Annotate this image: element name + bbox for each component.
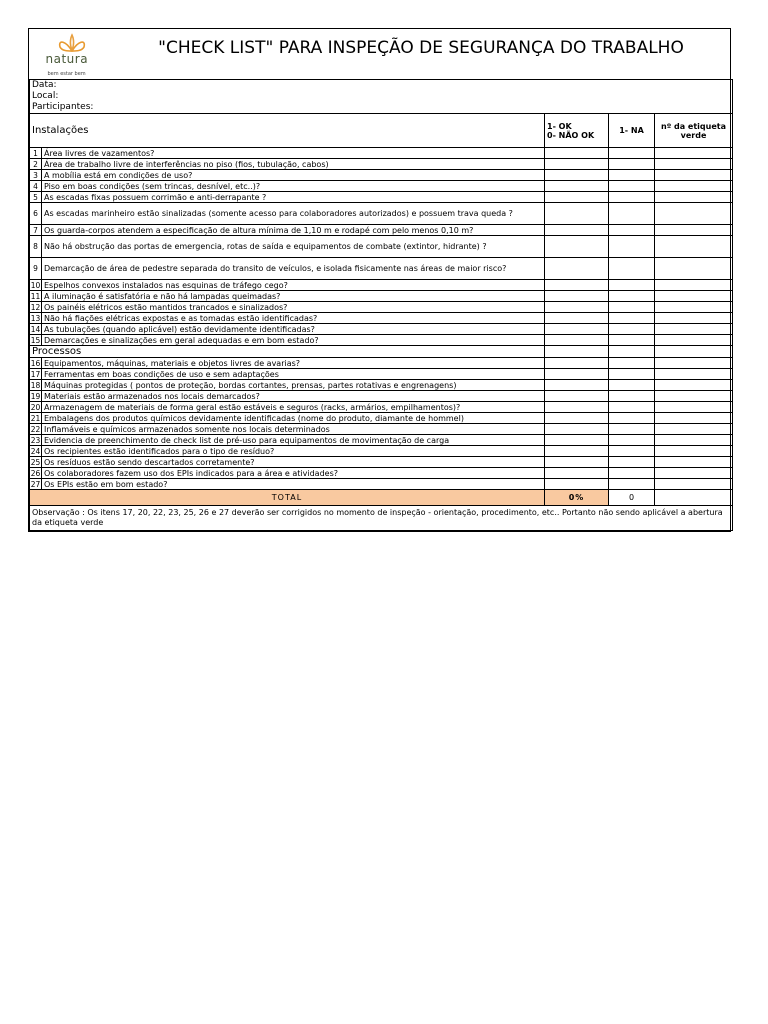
- total-label: TOTAL: [30, 490, 545, 506]
- na-cell[interactable]: [609, 203, 655, 225]
- na-cell[interactable]: [609, 369, 655, 380]
- table-row: [30, 225, 733, 236]
- etiqueta-cell[interactable]: [655, 258, 733, 280]
- ok-cell[interactable]: [545, 380, 609, 391]
- table-row: [30, 148, 733, 159]
- na-cell[interactable]: [609, 159, 655, 170]
- total-etiqueta: [655, 490, 733, 506]
- na-cell[interactable]: [609, 148, 655, 159]
- col-etiqueta: nº da etiqueta verde: [661, 121, 726, 140]
- na-cell[interactable]: [609, 402, 655, 413]
- item-text: Não há fiações elétricas expostas e as tomadas estão identificadas?: [42, 313, 545, 324]
- na-cell[interactable]: [609, 335, 655, 346]
- etiqueta-cell[interactable]: [655, 435, 733, 446]
- ok-cell[interactable]: [545, 225, 609, 236]
- item-number: 14: [30, 324, 41, 334]
- na-cell[interactable]: [609, 170, 655, 181]
- item-text: Equipamentos, máquinas, materiais e objetos livres de avarias?: [42, 358, 545, 369]
- table-row: [30, 335, 733, 346]
- ok-cell[interactable]: [545, 258, 609, 280]
- table-row: [30, 170, 733, 181]
- ok-cell[interactable]: [545, 148, 609, 159]
- meta-row-local: [30, 91, 733, 102]
- total-na: 0: [609, 490, 655, 506]
- item-text: A mobília está em condições de uso?: [42, 170, 545, 181]
- table-row: [30, 313, 733, 324]
- section-processos: Processos: [30, 346, 545, 358]
- etiqueta-cell[interactable]: [655, 280, 733, 291]
- natura-logo: [36, 33, 100, 77]
- etiqueta-cell[interactable]: [655, 446, 733, 457]
- item-number: 20: [30, 402, 41, 412]
- etiqueta-cell[interactable]: [655, 225, 733, 236]
- item-number: 1: [30, 148, 42, 159]
- etiqueta-cell[interactable]: [655, 358, 733, 369]
- ok-cell[interactable]: [545, 413, 609, 424]
- table-row: [30, 468, 733, 479]
- item-number: 7: [30, 225, 42, 236]
- ok-cell[interactable]: [545, 391, 609, 402]
- item-text: Os resíduos estão sendo descartados corretamente?: [42, 457, 545, 468]
- etiqueta-cell[interactable]: [655, 313, 733, 324]
- ok-cell[interactable]: [545, 358, 609, 369]
- ok-cell[interactable]: [545, 457, 609, 468]
- empty-cell: [609, 346, 655, 358]
- na-cell[interactable]: [609, 457, 655, 468]
- ok-cell[interactable]: [545, 170, 609, 181]
- etiqueta-cell[interactable]: [655, 148, 733, 159]
- item-number: 3: [30, 170, 42, 181]
- etiqueta-cell[interactable]: [655, 413, 733, 424]
- ok-cell[interactable]: [545, 324, 609, 335]
- table-row: [30, 391, 733, 402]
- etiqueta-cell[interactable]: [655, 457, 733, 468]
- col-na: 1- NA: [619, 126, 644, 135]
- item-number: 11: [30, 291, 41, 301]
- ok-cell[interactable]: [545, 236, 609, 258]
- item-number: 12: [30, 302, 41, 312]
- table-row: [30, 280, 733, 291]
- etiqueta-cell[interactable]: [655, 170, 733, 181]
- page-title: "CHECK LIST" PARA INSPEÇÃO DE SEGURANÇA DO TRABALHO: [158, 38, 684, 58]
- column-header-row: [30, 114, 733, 148]
- etiqueta-cell[interactable]: [655, 468, 733, 479]
- ok-cell[interactable]: [545, 468, 609, 479]
- table-row: [30, 479, 733, 490]
- item-text: Área livres de vazamentos?: [42, 148, 545, 159]
- na-cell[interactable]: [609, 192, 655, 203]
- item-text: As tubulações (quando aplicável) estão devidamente identificadas?: [42, 324, 545, 335]
- item-number: 5: [30, 192, 42, 203]
- col-ok-line1: 1- OK: [547, 121, 572, 131]
- etiqueta-cell[interactable]: [655, 324, 733, 335]
- item-text: Demarcações e sinalizações em geral adequadas e em bom estado?: [42, 335, 545, 346]
- item-number: 24: [30, 446, 41, 456]
- table-row: [30, 435, 733, 446]
- item-number: 18: [30, 380, 41, 390]
- na-cell[interactable]: [609, 258, 655, 280]
- observation-text: Observação : Os itens 17, 20, 22, 23, 25, 26 e 27 deverão ser corrigidos no momento de inspeção - orientação, procedimento, etc.. Portanto não sendo aplicável a abertura da etiqueta verde: [30, 506, 733, 531]
- table-row: [30, 324, 733, 335]
- item-text: Demarcação de área de pedestre separada do transito de veículos, e isolada fisicamente nas áreas de maior risco?: [42, 258, 545, 280]
- etiqueta-cell[interactable]: [655, 192, 733, 203]
- item-text: Não há obstrução das portas de emergencia, rotas de saída e equipamentos de combate (extintor, hidrante) ?: [42, 236, 545, 258]
- data-label: Data:: [32, 80, 57, 90]
- ok-cell[interactable]: [545, 435, 609, 446]
- item-number: 17: [30, 369, 41, 379]
- table-row: [30, 369, 733, 380]
- etiqueta-cell[interactable]: [655, 291, 733, 302]
- item-number: 2: [30, 159, 42, 170]
- item-text: A iluminação é satisfatória e não há lampadas queimadas?: [42, 291, 545, 302]
- item-text: Os guarda-corpos atendem a especificação de altura mínima de 1,10 m e rodapé com pelo menos 0,10 m?: [42, 225, 545, 236]
- etiqueta-cell[interactable]: [655, 391, 733, 402]
- ok-cell[interactable]: [545, 159, 609, 170]
- item-text: As escadas marinheiro estão sinalizadas (somente acesso para colaboradores autorizados) e possuem trava queda ?: [42, 203, 545, 225]
- item-number: 22: [30, 424, 41, 434]
- item-text: Os colaboradores fazem uso dos EPIs indicados para a área e atividades?: [42, 468, 545, 479]
- meta-row-data: [30, 80, 733, 92]
- na-cell[interactable]: [609, 324, 655, 335]
- table-row: [30, 424, 733, 435]
- local-label: Local:: [32, 91, 59, 101]
- item-text: Evidencia de preenchimento de check list de pré-uso para equipamentos de movimentação de carga: [42, 435, 545, 446]
- na-cell[interactable]: [609, 380, 655, 391]
- na-cell[interactable]: [609, 413, 655, 424]
- empty-cell: [545, 346, 609, 358]
- na-cell[interactable]: [609, 280, 655, 291]
- item-text: Máquinas protegidas ( pontos de proteção, bordas cortantes, prensas, partes rotativas e engrenagens): [42, 380, 545, 391]
- na-cell[interactable]: [609, 291, 655, 302]
- item-number: 26: [30, 468, 41, 478]
- item-text: Piso em boas condições (sem trincas, desnível, etc..)?: [42, 181, 545, 192]
- item-text: Espelhos convexos instalados nas esquinas de tráfego cego?: [42, 280, 545, 291]
- etiqueta-cell[interactable]: [655, 159, 733, 170]
- na-cell[interactable]: [609, 181, 655, 192]
- ok-cell[interactable]: [545, 302, 609, 313]
- etiqueta-cell[interactable]: [655, 380, 733, 391]
- etiqueta-cell[interactable]: [655, 479, 733, 490]
- observation-row: [30, 506, 733, 531]
- na-cell[interactable]: [609, 313, 655, 324]
- table-row: [30, 358, 733, 369]
- item-number: 15: [30, 335, 41, 345]
- ok-cell[interactable]: [545, 291, 609, 302]
- table-row: [30, 457, 733, 468]
- na-cell[interactable]: [609, 391, 655, 402]
- item-number: 13: [30, 313, 41, 323]
- table-row: [30, 302, 733, 313]
- table-row: [30, 181, 733, 192]
- ok-cell[interactable]: [545, 280, 609, 291]
- na-cell[interactable]: [609, 446, 655, 457]
- etiqueta-cell[interactable]: [655, 424, 733, 435]
- item-text: Área de trabalho livre de interferências no piso (fios, tubulação, cabos): [42, 159, 545, 170]
- item-text: Armazenagem de materiais de forma geral estão estáveis e seguros (racks, armários, empilhamentos)?: [42, 402, 545, 413]
- item-number: 6: [30, 203, 42, 225]
- na-cell[interactable]: [609, 302, 655, 313]
- na-cell[interactable]: [609, 479, 655, 490]
- total-row: [30, 490, 733, 506]
- item-number: 27: [30, 479, 41, 489]
- checklist-sheet: [28, 28, 731, 532]
- table-row: [30, 291, 733, 302]
- col-ok-line2: 0- NÃO OK: [547, 130, 595, 140]
- ok-cell[interactable]: [545, 402, 609, 413]
- section-instalacoes: Instalações: [32, 125, 89, 136]
- na-cell[interactable]: [609, 424, 655, 435]
- empty-cell: [655, 346, 733, 358]
- etiqueta-cell[interactable]: [655, 236, 733, 258]
- table-row: [30, 402, 733, 413]
- item-number: 10: [30, 280, 41, 290]
- ok-cell[interactable]: [545, 424, 609, 435]
- etiqueta-cell[interactable]: [655, 369, 733, 380]
- item-text: Ferramentas em boas condições de uso e sem adaptações: [42, 369, 545, 380]
- item-number: 4: [30, 181, 42, 192]
- ok-cell[interactable]: [545, 479, 609, 490]
- total-percent: 0%: [545, 490, 609, 506]
- na-cell[interactable]: [609, 236, 655, 258]
- ok-cell[interactable]: [545, 181, 609, 192]
- item-number: 16: [30, 358, 41, 368]
- header-row: [30, 29, 733, 80]
- logo-tagline: bem estar bem: [47, 71, 86, 77]
- ok-cell[interactable]: [545, 369, 609, 380]
- ok-cell[interactable]: [545, 192, 609, 203]
- etiqueta-cell[interactable]: [655, 181, 733, 192]
- item-text: As escadas fixas possuem corrimão e anti-derrapante ?: [42, 192, 545, 203]
- item-number: 23: [30, 435, 41, 445]
- item-number: 8: [30, 236, 42, 258]
- item-text: Inflamáveis e químicos armazenados somente nos locais determinados: [42, 424, 545, 435]
- item-number: 9: [30, 258, 42, 280]
- item-text: Materiais estão armazenados nos locais demarcados?: [42, 391, 545, 402]
- ok-cell[interactable]: [545, 335, 609, 346]
- na-cell[interactable]: [609, 225, 655, 236]
- table-row: [30, 203, 733, 225]
- table-row: [30, 446, 733, 457]
- table-row: [30, 380, 733, 391]
- etiqueta-cell[interactable]: [655, 302, 733, 313]
- item-text: Os painéis elétricos estão mantidos trancados e sinalizados?: [42, 302, 545, 313]
- item-text: Os recipientes estão identificados para o tipo de resíduo?: [42, 446, 545, 457]
- meta-row-participantes: [30, 102, 733, 114]
- etiqueta-cell[interactable]: [655, 203, 733, 225]
- table-row: [30, 159, 733, 170]
- item-number: 19: [30, 391, 41, 401]
- ok-cell[interactable]: [545, 203, 609, 225]
- na-cell[interactable]: [609, 468, 655, 479]
- table-row: [30, 413, 733, 424]
- logo-word: natura: [45, 52, 89, 66]
- na-cell[interactable]: [609, 435, 655, 446]
- item-text: Os EPIs estão em bom estado?: [42, 479, 545, 490]
- item-text: Embalagens dos produtos químicos devidamente identificadas (nome do produto, diamante de hommel): [42, 413, 545, 424]
- table-row: [30, 236, 733, 258]
- ok-cell[interactable]: [545, 446, 609, 457]
- table-row: [30, 192, 733, 203]
- item-number: 25: [30, 457, 41, 467]
- na-cell[interactable]: [609, 358, 655, 369]
- table-row: [30, 258, 733, 280]
- participantes-label: Participantes:: [32, 102, 94, 112]
- checklist-table: [29, 29, 733, 531]
- ok-cell[interactable]: [545, 313, 609, 324]
- etiqueta-cell[interactable]: [655, 402, 733, 413]
- section-row: [30, 346, 733, 358]
- etiqueta-cell[interactable]: [655, 335, 733, 346]
- item-number: 21: [30, 413, 41, 423]
